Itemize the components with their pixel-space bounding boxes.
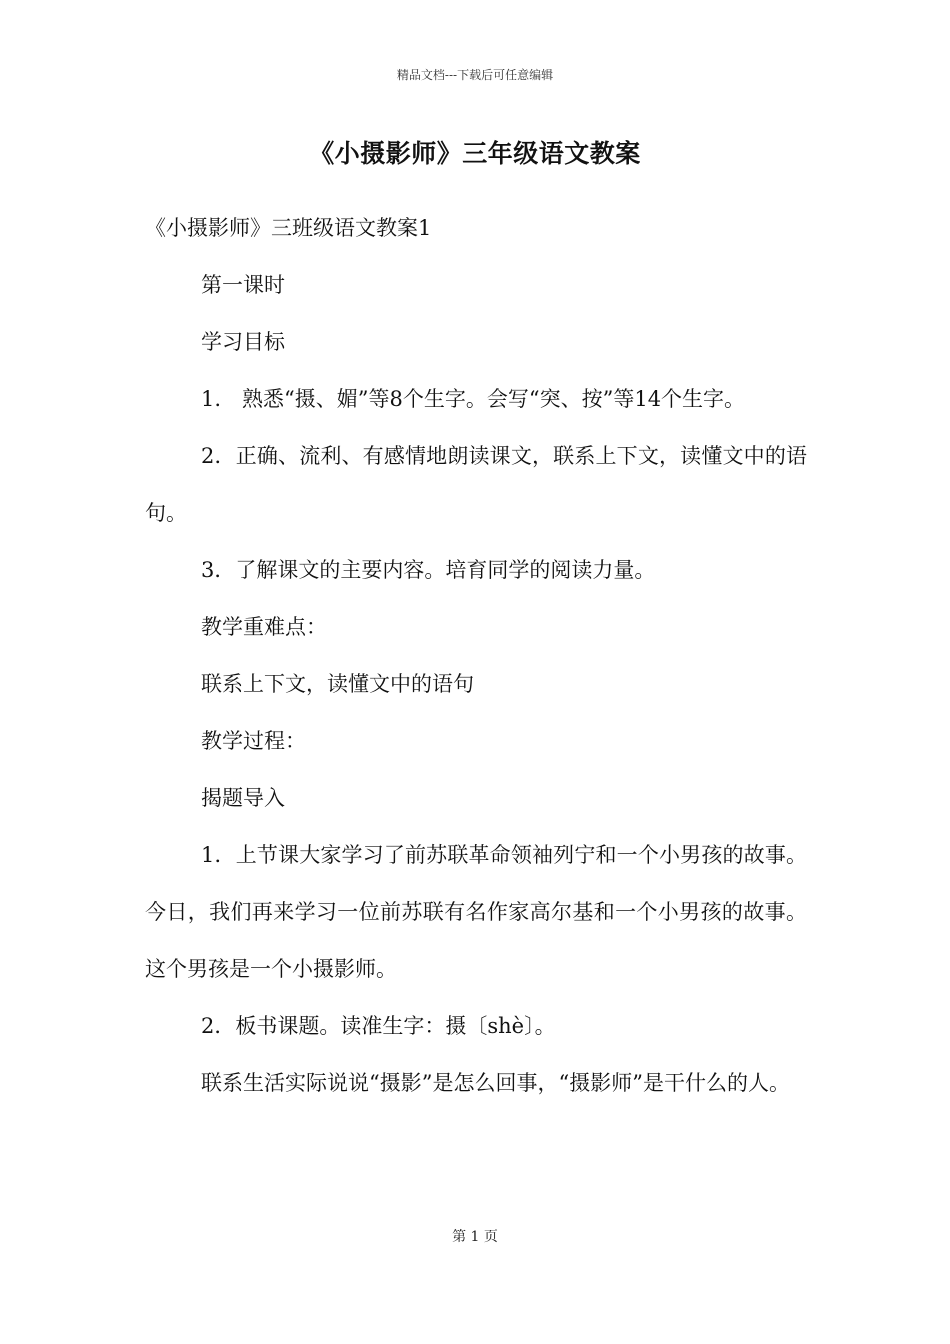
paragraph: 联系生活实际说说“摄影”是怎么回事，“摄影师”是干什么的人。 [201,1071,790,1095]
paragraph: 教学重难点： [201,615,327,639]
paragraph: 学习目标 [201,330,285,354]
paragraph: 《小摄影师》三班级语文教案1 [145,216,432,240]
paragraph: 2．板书课题。读准生字：摄〔shè〕。 [201,1014,556,1038]
paragraph: 第一课时 [201,273,285,297]
paragraph: 揭题导入 [201,786,285,810]
paragraph: 2．正确、流利、有感情地朗读课文，联系上下文，读懂文中的语句。 [145,444,807,525]
paragraph: 联系上下文，读懂文中的语句 [201,672,474,696]
paragraph: 3．了解课文的主要内容。培育同学的阅读力量。 [201,558,656,582]
page-header: 精品文档---下载后可任意编辑 [396,68,554,82]
document-title: 《小摄影师》三年级语文教案 [309,139,641,168]
paragraph: 1. 熟悉“摄、媚”等8个生字。会写“突、按”等14个生字。 [201,387,746,411]
document-body [145,200,807,1112]
paragraph: 1．上节课大家学习了前苏联革命领袖列宁和一个小男孩的故事。今日，我们再来学习一位前苏联有名作家高尔基和一个小男孩的故事。这个男孩是一个小摄影师。 [145,843,807,981]
page-number: 第 1 页 [452,1229,498,1245]
paragraph: 教学过程： [201,729,306,753]
